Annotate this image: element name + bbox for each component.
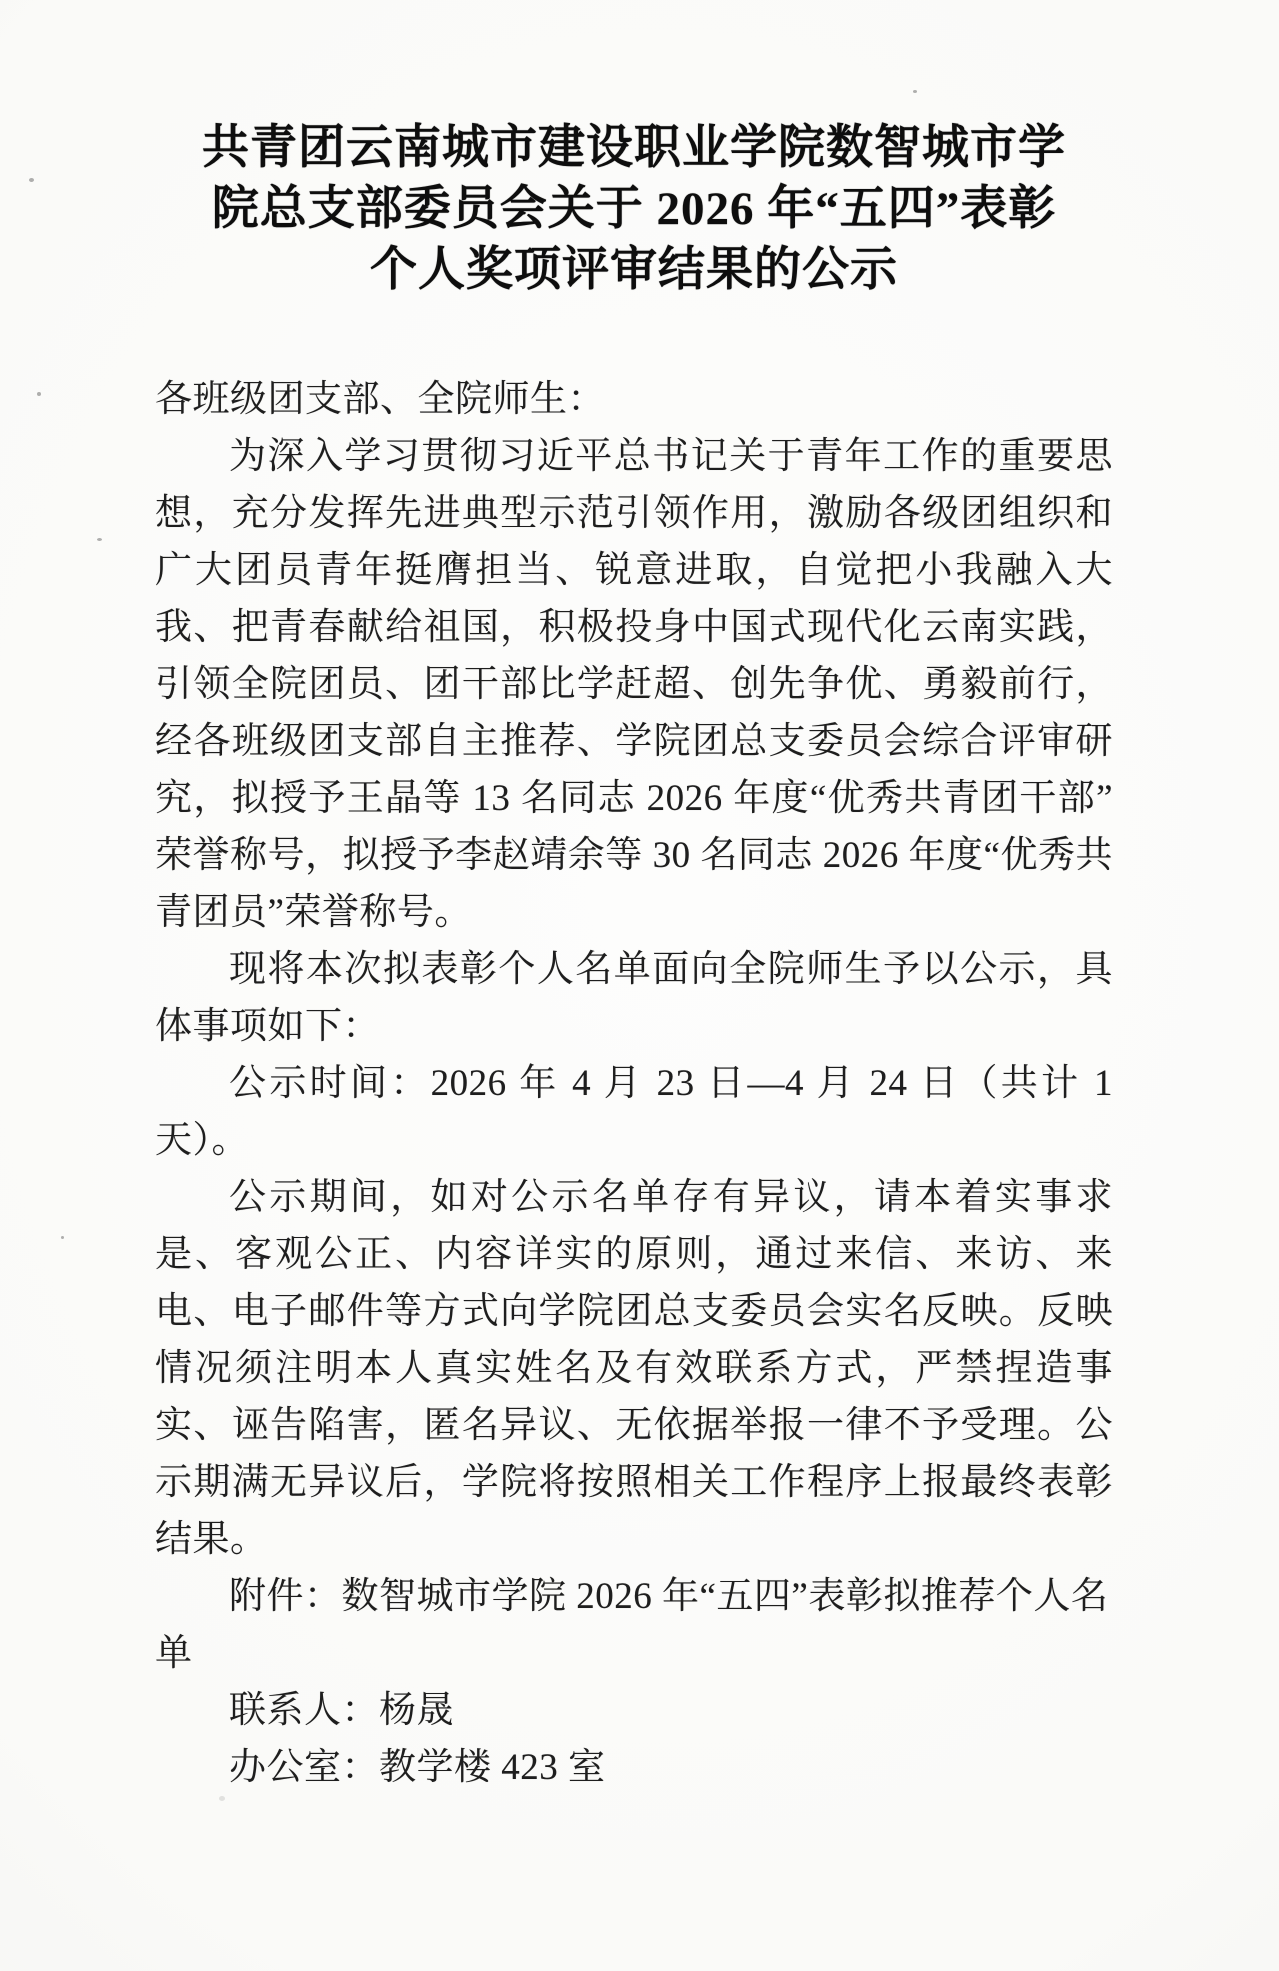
paragraph-announcement: 现将本次拟表彰个人名单面向全院师生予以公示，具体事项如下：	[155, 949, 1113, 1047]
document-title	[155, 118, 1113, 301]
contact-person-line: 联系人：杨晟	[229, 1690, 454, 1731]
title-line-2: 院总支部委员会关于 2026 年“五四”表彰	[211, 183, 1057, 235]
salutation-line: 各班级团支部、全院师生：	[155, 379, 605, 420]
paragraph-objection-rules: 公示期间，如对公示名单存有异议，请本着实事求是、客观公正、内容详实的原则，通过来信、来访、来电、电子邮件等方式向学院团总支委员会实名反映。反映情况须注明本人真实姓名及有效联系方式，严禁捏造事实、诬告陷害，匿名异议、无依据举报一律不予受理。公示期满无异议后，学院将按照相关工作程序上报最终表彰结果。	[155, 1177, 1113, 1560]
paragraph-publicity-period: 公示时间：2026 年 4 月 23 日—4 月 24 日（共计 1 天）。	[155, 1063, 1113, 1161]
attachment-line: 附件：数智城市学院 2026 年“五四”表彰拟推荐个人名单	[155, 1576, 1109, 1674]
document-content	[155, 118, 1113, 1796]
title-line-3: 个人奖项评审结果的公示	[370, 244, 898, 296]
scan-speck	[29, 178, 34, 182]
paragraph-intro: 为深入学习贯彻习近平总书记关于青年工作的重要思想，充分发挥先进典型示范引领作用，激励各级团组织和广大团员青年挺膺担当、锐意进取，自觉把小我融入大我、把青春献给祖国，积极投身中国式现代化云南实践，引领全院团员、团干部比学赶超、创先争优、勇毅前行，经各班级团支部自主推荐、学院团总支委员会综合评审研究，拟授予王晶等 13 名同志 2026 年度“优秀共青团干部”荣誉称号，拟授予李赵靖余等 30 名同志 2026 年度“优秀共青团员”荣誉称号。	[155, 436, 1113, 933]
title-line-1: 共青团云南城市建设职业学院数智城市学	[202, 122, 1066, 174]
office-location-line: 办公室：教学楼 423 室	[229, 1747, 606, 1788]
scan-speck	[219, 1796, 225, 1801]
scan-speck	[913, 90, 917, 93]
scan-speck	[97, 538, 102, 541]
scan-speck	[61, 1236, 64, 1239]
scan-speck	[37, 392, 41, 396]
